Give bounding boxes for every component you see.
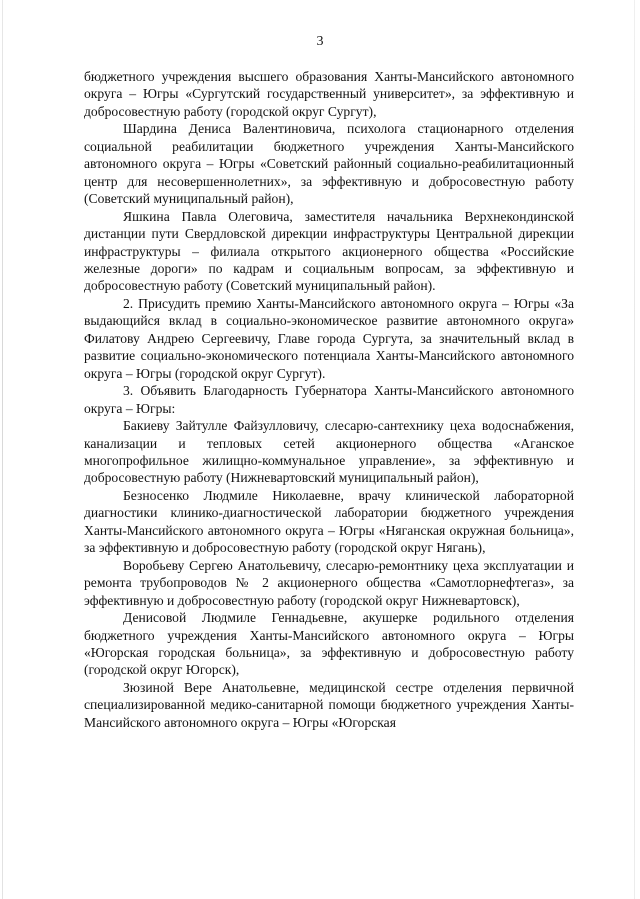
paragraph-prize-filatov: 2. Присудить премию Ханты-Мансийского автономного округа – Югры «За выдающийся вклад в социально-экономическое развитие автономного округа» Филатову Андрею Сергеевичу, Главе города Сургута, за значительный вклад в развитие социально-экономического потенциала Ханты-Мансийского автономного округа – Югры (городской округ Сургут). bbox=[84, 295, 574, 381]
paragraph-gratitude-beznosenko: Безносенко Людмиле Николаевне, врачу клинической лабораторной диагностики клинико-диагностической лаборатории бюджетного учреждения Ханты-Мансийского автономного округа – Югры «Няганская окружная больница», за эффективную и добросовестную работу (городской округ Нягань), bbox=[84, 487, 574, 556]
paragraph-gratitude-zyuzina: Зюзиной Вере Анатольевне, медицинской сестре отделения первичной специализированной медико-санитарной помощи бюджетного учреждения Ханты-Мансийского автономного округа – Югры «Югорская bbox=[84, 679, 574, 730]
page-edge-right bbox=[634, 0, 635, 899]
paragraph-continuation: бюджетного учреждения высшего образования Ханты-Мансийского автономного округа – Югры «Сургутский государственный университет», за эффективную и добросовестную работу (городской округ Сургут), bbox=[84, 69, 574, 119]
paragraph-gratitude-denisova: Денисовой Людмиле Геннадьевне, акушерке родильного отделения бюджетного учреждения Ханты-Мансийского автономного округа – Югры «Югорская городская больница», за эффективную и добросовестную работу (городской округ Югорск), bbox=[84, 610, 574, 678]
paragraph-gratitude-vorobyev: Воробьеву Сергею Анатольевичу, слесарю-ремонтнику цеха эксплуатации и ремонта трубопроводов № 2 акционерного общества «Самотлорнефтегаз», за эффективную и добросовестную работу (городской округ Нижневартовск), bbox=[84, 557, 574, 608]
paragraph-award-shardin: Шардина Дениса Валентиновича, психолога стационарного отделения социальной реабилитации бюджетного учреждения Ханты-Мансийского автономного округа – Югры «Советский районный социально-реабилитационный центр для несовершеннолетних», за эффективную и добросовестную работу (Советский муниципальный район), bbox=[84, 121, 574, 207]
paragraph-gratitude-heading: 3. Объявить Благодарность Губернатора Ханты-Мансийского автономного округа – Югры: bbox=[84, 383, 574, 416]
page-edge-left bbox=[2, 0, 3, 899]
paragraph-award-yashkin: Яшкина Павла Олеговича, заместителя начальника Верхнекондинской дистанции пути Свердловской дирекции инфраструктуры Центральной дирекции инфраструктуры – филиала открытого акционерного общества «Российские железные дороги» по кадрам и социальным вопросам, за эффективную и добросовестную работу (Советский муниципальный район). bbox=[84, 208, 574, 294]
paragraph-gratitude-bakiev: Бакиеву Зайтулле Файзулловичу, слесарю-сантехнику цеха водоснабжения, канализации и тепловых сетей акционерного общества «Аганское многопрофильное жилищно-коммунальное управление», за эффективную и добросовестную работу (Нижневартовский муниципальный район), bbox=[84, 418, 574, 486]
document-body bbox=[84, 68, 574, 731]
page-number: 3 bbox=[316, 34, 324, 49]
